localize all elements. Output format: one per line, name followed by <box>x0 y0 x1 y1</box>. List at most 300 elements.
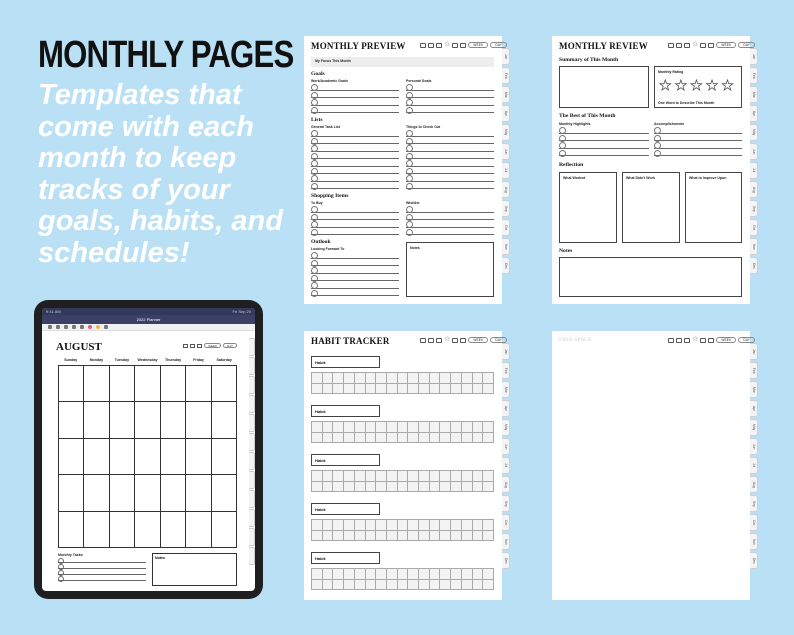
habit-day-cell[interactable] <box>473 384 484 395</box>
month-tab[interactable]: Sep <box>502 200 510 217</box>
month-tab[interactable]: Feb <box>750 67 758 84</box>
month-tab[interactable]: Dec <box>750 257 758 274</box>
habit-day-cell[interactable] <box>451 373 462 384</box>
habit-day-cell[interactable] <box>398 569 409 580</box>
general-tasks-list[interactable] <box>311 129 399 189</box>
improve-box[interactable] <box>685 172 742 243</box>
calendar-day-cell[interactable] <box>161 439 186 475</box>
day-button[interactable]: DAY <box>490 337 507 343</box>
habit-day-cell[interactable] <box>312 433 323 444</box>
habit-day-cell[interactable] <box>430 433 441 444</box>
habit-name-field[interactable]: Habit: <box>311 454 380 466</box>
habit-day-cell[interactable] <box>440 433 451 444</box>
calendar-day-cell[interactable] <box>110 439 135 475</box>
habit-day-cell[interactable] <box>483 422 494 433</box>
habit-day-cell[interactable] <box>387 520 398 531</box>
habit-day-cell[interactable] <box>451 422 462 433</box>
habit-day-cell[interactable] <box>333 422 344 433</box>
habit-day-cell[interactable] <box>408 580 419 591</box>
grid-icon[interactable] <box>684 43 690 48</box>
star-icon[interactable]: ☆ <box>692 41 699 48</box>
habit-day-cell[interactable] <box>398 471 409 482</box>
habit-day-cell[interactable] <box>323 482 334 493</box>
habit-day-cell[interactable] <box>473 433 484 444</box>
rating-star-icon[interactable]: ★ <box>721 77 734 93</box>
habit-day-cell[interactable] <box>462 433 473 444</box>
edit-icon[interactable] <box>708 338 714 343</box>
home-icon[interactable] <box>420 43 426 48</box>
habit-day-cell[interactable] <box>323 569 334 580</box>
month-tab[interactable]: May <box>750 124 758 141</box>
habit-day-cell[interactable] <box>451 433 462 444</box>
habit-day-cell[interactable] <box>462 580 473 591</box>
month-tab[interactable]: Jan <box>502 48 510 65</box>
habit-day-cell[interactable] <box>483 569 494 580</box>
notes-box[interactable] <box>559 257 742 297</box>
focus-bar[interactable]: My Focus This Month <box>311 57 494 67</box>
habit-day-cell[interactable] <box>366 422 377 433</box>
month-tab[interactable]: Nov <box>750 238 758 255</box>
habit-day-cell[interactable] <box>333 373 344 384</box>
month-tab[interactable] <box>249 376 255 394</box>
habit-day-cell[interactable] <box>451 531 462 542</box>
habit-day-cell[interactable] <box>323 373 334 384</box>
habit-day-cell[interactable] <box>483 520 494 531</box>
habit-day-cell[interactable] <box>483 580 494 591</box>
month-tab[interactable] <box>249 338 255 356</box>
habit-day-cell[interactable] <box>440 482 451 493</box>
habit-day-cell[interactable] <box>355 531 366 542</box>
calendar-day-cell[interactable] <box>186 402 211 438</box>
habit-day-cell[interactable] <box>323 433 334 444</box>
habit-day-cell[interactable] <box>312 384 323 395</box>
calendar-day-cell[interactable] <box>186 512 211 548</box>
habit-day-cell[interactable] <box>376 482 387 493</box>
habit-name-field[interactable]: Habit: <box>311 356 380 368</box>
month-tab[interactable]: Dec <box>502 552 510 569</box>
habit-day-cell[interactable] <box>333 580 344 591</box>
month-tab[interactable]: Aug <box>502 181 510 198</box>
notes-box[interactable] <box>152 553 237 586</box>
calendar-day-cell[interactable] <box>135 366 160 402</box>
pen-tool-icon[interactable] <box>48 325 52 329</box>
month-tab[interactable]: Oct <box>502 514 510 531</box>
month-tab[interactable] <box>249 395 255 413</box>
habit-day-cell[interactable] <box>387 531 398 542</box>
list-icon[interactable] <box>700 338 706 343</box>
habit-day-cell[interactable] <box>387 580 398 591</box>
habit-day-cell[interactable] <box>408 569 419 580</box>
month-tab[interactable] <box>249 357 255 375</box>
habit-day-cell[interactable] <box>376 433 387 444</box>
habit-day-cell[interactable] <box>483 373 494 384</box>
habit-day-cell[interactable] <box>387 482 398 493</box>
month-tab[interactable] <box>249 471 255 489</box>
habit-day-cell[interactable] <box>451 569 462 580</box>
habit-day-cell[interactable] <box>430 580 441 591</box>
habit-day-cell[interactable] <box>366 580 377 591</box>
what-didnt-work-box[interactable] <box>622 172 680 243</box>
month-tab[interactable]: Oct <box>750 514 758 531</box>
month-tab[interactable] <box>249 490 255 508</box>
calendar-day-cell[interactable] <box>212 475 237 511</box>
edit-icon[interactable] <box>460 338 466 343</box>
habit-day-cell[interactable] <box>408 373 419 384</box>
month-tab[interactable]: Apr <box>750 105 758 122</box>
month-tab[interactable]: Mar <box>750 86 758 103</box>
habit-day-cell[interactable] <box>376 422 387 433</box>
habit-day-cell[interactable] <box>451 471 462 482</box>
habit-day-cell[interactable] <box>312 531 323 542</box>
habit-day-cell[interactable] <box>473 422 484 433</box>
habit-day-cell[interactable] <box>462 482 473 493</box>
rating-star-icon[interactable]: ★ <box>674 77 688 93</box>
lasso-tool-icon[interactable] <box>72 325 76 329</box>
month-tab[interactable]: Nov <box>750 533 758 550</box>
calendar-day-cell[interactable] <box>110 512 135 548</box>
habit-day-cell[interactable] <box>344 569 355 580</box>
habit-day-cell[interactable] <box>483 482 494 493</box>
calendar-day-cell[interactable] <box>110 366 135 402</box>
habit-day-cell[interactable] <box>333 433 344 444</box>
calendar-icon[interactable] <box>428 43 434 48</box>
month-tab[interactable]: Sep <box>750 200 758 217</box>
rating-star-icon[interactable]: ★ <box>705 77 719 93</box>
calendar-day-cell[interactable] <box>84 402 109 438</box>
month-tab[interactable]: Oct <box>502 219 510 236</box>
week-button[interactable]: WEEK <box>716 337 736 343</box>
month-tab[interactable]: Feb <box>750 362 758 379</box>
text-tool-icon[interactable] <box>104 325 108 329</box>
habit-day-cell[interactable] <box>462 422 473 433</box>
habit-day-cell[interactable] <box>355 569 366 580</box>
week-button[interactable]: WEEK <box>468 42 488 48</box>
habit-day-cell[interactable] <box>387 384 398 395</box>
calendar-day-cell[interactable] <box>59 475 84 511</box>
habit-day-cell[interactable] <box>376 569 387 580</box>
habit-day-cell[interactable] <box>462 384 473 395</box>
habit-day-cell[interactable] <box>419 433 430 444</box>
calendar-day-cell[interactable] <box>59 402 84 438</box>
month-tab[interactable]: Nov <box>502 238 510 255</box>
habit-day-cell[interactable] <box>344 520 355 531</box>
habit-day-cell[interactable] <box>344 422 355 433</box>
highlighter-tool-icon[interactable] <box>64 325 68 329</box>
grid-icon[interactable] <box>684 338 690 343</box>
day-button[interactable]: DAY <box>490 42 507 48</box>
habit-day-cell[interactable] <box>323 384 334 395</box>
habit-day-cell[interactable] <box>451 482 462 493</box>
habit-day-cell[interactable] <box>408 520 419 531</box>
habit-day-cell[interactable] <box>430 422 441 433</box>
calendar-day-cell[interactable] <box>186 366 211 402</box>
rating-star-icon[interactable]: ★ <box>690 77 703 93</box>
habit-day-cell[interactable] <box>440 569 451 580</box>
habit-day-cell[interactable] <box>419 580 430 591</box>
habit-day-cell[interactable] <box>398 520 409 531</box>
habit-name-field[interactable]: Habit: <box>311 405 380 417</box>
calendar-icon[interactable] <box>676 43 682 48</box>
star-icon[interactable]: ☆ <box>444 41 451 48</box>
habit-day-cell[interactable] <box>440 373 451 384</box>
list-icon[interactable] <box>452 43 458 48</box>
calendar-day-cell[interactable] <box>161 512 186 548</box>
habit-day-cell[interactable] <box>366 433 377 444</box>
habit-day-cell[interactable] <box>483 471 494 482</box>
month-tab[interactable]: Apr <box>502 105 510 122</box>
habit-day-cell[interactable] <box>333 384 344 395</box>
habit-day-cell[interactable] <box>462 373 473 384</box>
habit-day-cell[interactable] <box>473 520 484 531</box>
home-icon[interactable] <box>668 338 674 343</box>
month-tab[interactable] <box>249 452 255 470</box>
calendar-day-cell[interactable] <box>212 439 237 475</box>
home-icon[interactable] <box>183 344 188 348</box>
month-tab[interactable]: Dec <box>502 257 510 274</box>
habit-day-cell[interactable] <box>366 569 377 580</box>
habit-day-cell[interactable] <box>355 580 366 591</box>
habit-day-cell[interactable] <box>333 471 344 482</box>
month-tab[interactable]: Jul <box>750 457 758 474</box>
habit-day-cell[interactable] <box>312 422 323 433</box>
day-button[interactable]: DAY <box>738 337 755 343</box>
eraser-tool-icon[interactable] <box>56 325 60 329</box>
habit-day-cell[interactable] <box>398 433 409 444</box>
habit-day-cell[interactable] <box>419 482 430 493</box>
habit-day-cell[interactable] <box>430 520 441 531</box>
habit-day-cell[interactable] <box>440 520 451 531</box>
month-tab[interactable]: Aug <box>502 476 510 493</box>
calendar-day-cell[interactable] <box>59 512 84 548</box>
calendar-day-cell[interactable] <box>135 475 160 511</box>
habit-day-cell[interactable] <box>312 373 323 384</box>
habit-day-cell[interactable] <box>473 580 484 591</box>
habit-day-cell[interactable] <box>344 580 355 591</box>
calendar-day-cell[interactable] <box>84 475 109 511</box>
calendar-icon[interactable] <box>190 344 195 348</box>
habit-day-cell[interactable] <box>473 373 484 384</box>
habit-day-cell[interactable] <box>483 384 494 395</box>
habit-day-cell[interactable] <box>398 373 409 384</box>
calendar-day-cell[interactable] <box>110 475 135 511</box>
habit-day-cell[interactable] <box>333 482 344 493</box>
habit-day-cell[interactable] <box>473 569 484 580</box>
habit-day-cell[interactable] <box>355 373 366 384</box>
habit-name-field[interactable]: Habit: <box>311 552 380 564</box>
highlights-list[interactable] <box>559 126 649 156</box>
month-tab[interactable]: Oct <box>750 219 758 236</box>
habit-day-cell[interactable] <box>366 520 377 531</box>
habit-day-cell[interactable] <box>419 531 430 542</box>
personal-goals-list[interactable] <box>406 83 494 113</box>
habit-day-cell[interactable] <box>344 373 355 384</box>
habit-day-cell[interactable] <box>430 482 441 493</box>
habit-day-cell[interactable] <box>408 531 419 542</box>
work-goals-list[interactable] <box>311 83 399 113</box>
app-title[interactable]: 2022 Planner <box>136 317 161 322</box>
habit-day-cell[interactable] <box>376 520 387 531</box>
calendar-day-cell[interactable] <box>212 512 237 548</box>
habit-day-cell[interactable] <box>366 373 377 384</box>
habit-day-cell[interactable] <box>398 580 409 591</box>
habit-day-cell[interactable] <box>344 471 355 482</box>
habit-day-cell[interactable] <box>355 433 366 444</box>
month-tab[interactable]: Jun <box>502 143 510 160</box>
rating-star-icon[interactable]: ★ <box>659 77 672 93</box>
habit-day-cell[interactable] <box>408 384 419 395</box>
month-tab[interactable]: Mar <box>750 381 758 398</box>
habit-day-cell[interactable] <box>473 531 484 542</box>
calendar-day-cell[interactable] <box>161 475 186 511</box>
habit-day-cell[interactable] <box>366 471 377 482</box>
month-tab[interactable]: Jun <box>750 143 758 160</box>
habit-day-cell[interactable] <box>387 433 398 444</box>
month-tab[interactable]: Apr <box>502 400 510 417</box>
month-tab[interactable]: Jun <box>502 438 510 455</box>
habit-day-cell[interactable] <box>312 471 323 482</box>
week-button[interactable]: WEEK <box>204 343 221 348</box>
calendar-icon[interactable] <box>428 338 434 343</box>
month-tab[interactable]: Nov <box>502 533 510 550</box>
month-tab[interactable]: May <box>502 419 510 436</box>
month-tab[interactable] <box>249 528 255 546</box>
habit-day-cell[interactable] <box>408 482 419 493</box>
calendar-day-cell[interactable] <box>161 402 186 438</box>
month-tab[interactable]: Jul <box>502 457 510 474</box>
what-worked-box[interactable] <box>559 172 617 243</box>
habit-day-cell[interactable] <box>451 384 462 395</box>
month-tab[interactable]: Mar <box>502 381 510 398</box>
habit-day-cell[interactable] <box>430 384 441 395</box>
habit-day-cell[interactable] <box>408 471 419 482</box>
habit-day-cell[interactable] <box>387 471 398 482</box>
edit-icon[interactable] <box>708 43 714 48</box>
calendar-day-cell[interactable] <box>84 512 109 548</box>
calendar-icon[interactable] <box>676 338 682 343</box>
habit-day-cell[interactable] <box>312 569 323 580</box>
habit-day-cell[interactable] <box>462 520 473 531</box>
summary-box[interactable] <box>559 66 649 108</box>
free-space-page[interactable] <box>552 331 756 600</box>
looking-forward-list[interactable] <box>311 251 399 296</box>
habit-day-cell[interactable] <box>440 531 451 542</box>
month-tab[interactable]: Jun <box>750 438 758 455</box>
day-button[interactable]: DAY <box>738 42 755 48</box>
grid-icon[interactable] <box>436 338 442 343</box>
habit-day-cell[interactable] <box>462 569 473 580</box>
month-tab[interactable]: Jan <box>502 343 510 360</box>
habit-day-cell[interactable] <box>366 384 377 395</box>
notes-box[interactable] <box>406 242 494 297</box>
habit-day-cell[interactable] <box>355 482 366 493</box>
habit-day-cell[interactable] <box>355 384 366 395</box>
color-yellow-icon[interactable] <box>96 325 100 329</box>
habit-day-cell[interactable] <box>344 482 355 493</box>
month-tab[interactable] <box>249 433 255 451</box>
habit-day-cell[interactable] <box>323 471 334 482</box>
edit-icon[interactable] <box>460 43 466 48</box>
habit-day-cell[interactable] <box>473 482 484 493</box>
calendar-day-cell[interactable] <box>135 402 160 438</box>
habit-day-cell[interactable] <box>344 384 355 395</box>
calendar-day-cell[interactable] <box>212 366 237 402</box>
habit-name-field[interactable]: Habit: <box>311 503 380 515</box>
habit-day-cell[interactable] <box>323 531 334 542</box>
habit-day-cell[interactable] <box>430 569 441 580</box>
habit-day-cell[interactable] <box>483 531 494 542</box>
week-button[interactable]: WEEK <box>716 42 736 48</box>
habit-day-cell[interactable] <box>398 531 409 542</box>
color-pink-icon[interactable] <box>88 325 92 329</box>
habit-day-cell[interactable] <box>419 384 430 395</box>
habit-day-cell[interactable] <box>419 569 430 580</box>
list-icon[interactable] <box>452 338 458 343</box>
calendar-day-cell[interactable] <box>59 366 84 402</box>
habit-day-cell[interactable] <box>323 520 334 531</box>
habit-day-cell[interactable] <box>366 531 377 542</box>
habit-day-cell[interactable] <box>366 482 377 493</box>
habit-day-cell[interactable] <box>344 531 355 542</box>
week-button[interactable]: WEEK <box>468 337 488 343</box>
habit-day-cell[interactable] <box>355 520 366 531</box>
habit-day-cell[interactable] <box>483 433 494 444</box>
month-tab[interactable]: Jan <box>750 343 758 360</box>
habit-day-cell[interactable] <box>398 422 409 433</box>
habit-day-cell[interactable] <box>312 520 323 531</box>
star-icon[interactable] <box>197 344 202 348</box>
accomplishments-list[interactable] <box>654 126 742 156</box>
month-tab[interactable]: Aug <box>750 181 758 198</box>
month-tab[interactable]: Jul <box>750 162 758 179</box>
habit-day-cell[interactable] <box>451 520 462 531</box>
month-tab[interactable] <box>249 509 255 527</box>
month-tab[interactable]: Sep <box>502 495 510 512</box>
home-icon[interactable] <box>668 43 674 48</box>
habit-day-cell[interactable] <box>419 373 430 384</box>
list-icon[interactable] <box>700 43 706 48</box>
habit-day-cell[interactable] <box>376 384 387 395</box>
habit-day-cell[interactable] <box>440 471 451 482</box>
habit-day-cell[interactable] <box>430 531 441 542</box>
shape-tool-icon[interactable] <box>80 325 84 329</box>
month-tab[interactable]: Sep <box>750 495 758 512</box>
wishlist-list[interactable] <box>406 205 494 235</box>
habit-day-cell[interactable] <box>408 422 419 433</box>
star-icon[interactable]: ☆ <box>444 336 451 343</box>
month-tab[interactable]: Jul <box>502 162 510 179</box>
month-tab[interactable]: Mar <box>502 86 510 103</box>
habit-day-cell[interactable] <box>376 531 387 542</box>
calendar-day-cell[interactable] <box>186 439 211 475</box>
star-icon[interactable]: ☆ <box>692 336 699 343</box>
habit-day-cell[interactable] <box>440 580 451 591</box>
habit-day-cell[interactable] <box>312 580 323 591</box>
home-icon[interactable] <box>420 338 426 343</box>
month-tab[interactable]: Apr <box>750 400 758 417</box>
habit-day-cell[interactable] <box>312 482 323 493</box>
habit-day-cell[interactable] <box>398 482 409 493</box>
calendar-day-cell[interactable] <box>110 402 135 438</box>
habit-day-cell[interactable] <box>376 471 387 482</box>
habit-day-cell[interactable] <box>462 531 473 542</box>
month-tab[interactable] <box>249 547 255 565</box>
habit-day-cell[interactable] <box>398 384 409 395</box>
task-line[interactable] <box>58 575 146 581</box>
habit-day-cell[interactable] <box>387 569 398 580</box>
habit-day-cell[interactable] <box>355 471 366 482</box>
month-tab[interactable]: Aug <box>750 476 758 493</box>
habit-day-cell[interactable] <box>419 422 430 433</box>
